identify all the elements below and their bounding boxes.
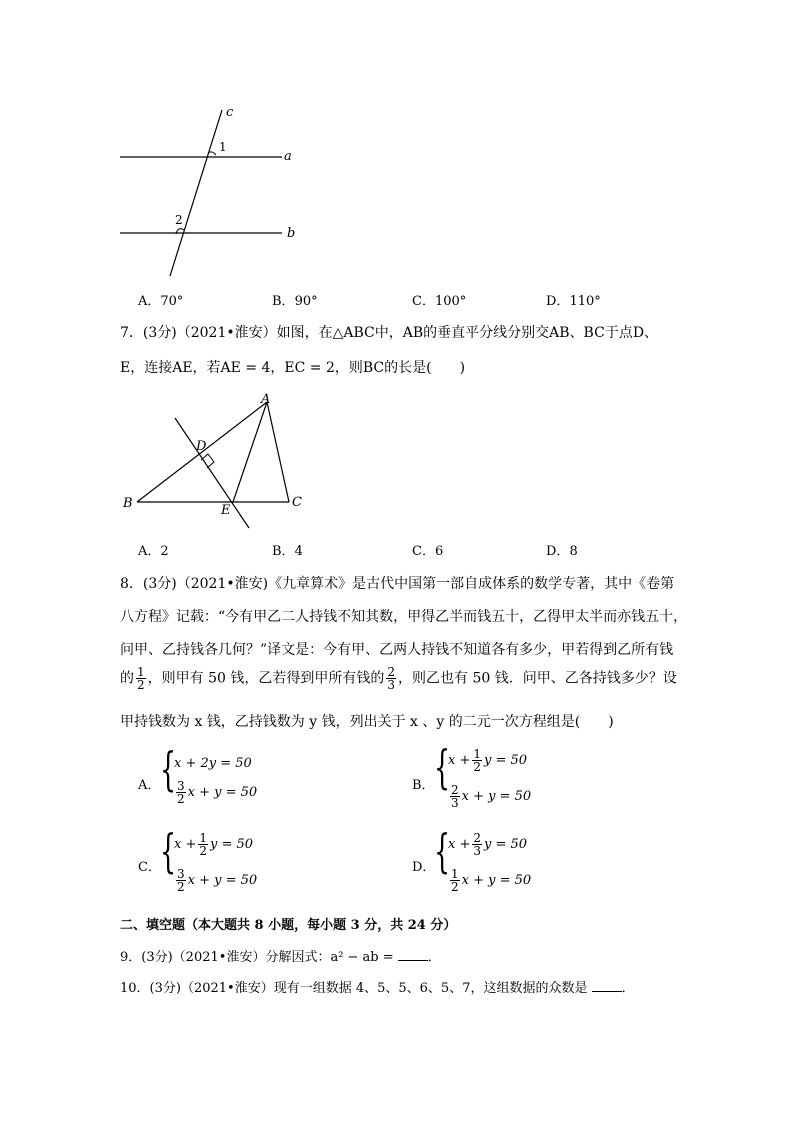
q8-option-c-letter[interactable]: C． — [138, 860, 161, 875]
brace-icon: { — [160, 824, 177, 878]
label-a: a — [284, 149, 292, 164]
q8-text-line4: 的 $\frac{1}{2}$ ，则甲有 50 钱，乙若得到甲所有钱的 $\frac{2}{3}$ ，则乙也有 50 钱．问甲、乙各持钱多少？设 — [120, 665, 677, 692]
brace-icon: { — [160, 742, 177, 796]
label-C: C — [292, 495, 302, 510]
brace-icon: { — [434, 824, 451, 878]
brace-icon: { — [434, 740, 451, 794]
q8-option-d-system[interactable]: { x + $\frac{2}{3}$ y = 50 $\frac{1}{2}$ x + y = 50 — [434, 824, 532, 894]
q8-option-a-letter[interactable]: A． — [138, 778, 161, 793]
q7-text-line1: 7．(3分)（2021•淮安）如图，在△ABC中，AB的垂直平分线分别交AB、BC于点D、 — [120, 325, 659, 341]
q8-text-line3: 问甲、乙持钱各几何？”译文是：今有甲、乙两人持钱不知道各有多少，甲若得到乙所有钱 — [120, 642, 674, 658]
label-c: c — [226, 105, 234, 120]
label-A: A — [261, 392, 271, 407]
q9-answer-blank[interactable] — [398, 950, 428, 961]
q8-option-b-system[interactable]: { x + $\frac{1}{2}$ y = 50 $\frac{2}{3}$ x + y = 50 — [434, 740, 532, 810]
q7-text-line2: E，连接AE，若AE = 4，EC = 2，则BC的长是( ) — [120, 360, 466, 376]
q8-option-c-system[interactable]: { x + $\frac{1}{2}$ y = 50 $\frac{3}{2}$ x + y = 50 — [160, 824, 258, 894]
q6-option-c[interactable]: C．100° — [412, 294, 467, 309]
q6-option-d[interactable]: D．110° — [546, 294, 601, 309]
label-b: b — [287, 226, 296, 241]
q10-text: 10．(3分)（2021•淮安）现有一组数据 4、5、5、6、5、7，这组数据的众数是 ． — [120, 981, 635, 996]
q7-option-a[interactable]: A．2 — [138, 544, 169, 559]
q6-option-b[interactable]: B．90° — [272, 294, 318, 309]
side-ac — [267, 402, 289, 502]
segment-ae — [233, 402, 267, 502]
q9-text: 9．(3分)（2021•淮安）分解因式：a² − ab = ． — [120, 950, 441, 965]
label-angle-1: 1 — [219, 140, 227, 154]
fraction-two-thirds: $\frac{2}{3}$ — [387, 665, 395, 692]
label-angle-2: 2 — [175, 213, 183, 227]
perpendicular-bisector — [175, 418, 249, 528]
angle-1-arc — [208, 152, 216, 155]
line-c — [170, 110, 222, 276]
q8-text-line2: 八方程》记载：“今有甲乙二人持钱不知其数，甲得乙半而钱五十，乙得甲太半而亦钱五十， — [120, 609, 688, 625]
label-B: B — [123, 496, 133, 511]
q8-text-line1: 8．(3分)（2021•淮安)《九章算术》是古代中国第一部自成体系的数学专著，其中《卷第 — [120, 576, 675, 592]
q7-option-b[interactable]: B．4 — [272, 544, 303, 559]
q8-text-line5: 甲持钱数为 x 钱，乙持钱数为 y 钱，列出关于 x 、y 的二元一次方程组是( ) — [120, 714, 614, 730]
figure-parallel-lines — [110, 100, 310, 280]
q10-answer-blank[interactable] — [592, 981, 622, 992]
label-E: E — [221, 503, 231, 518]
figure-triangle — [115, 390, 315, 535]
q7-option-d[interactable]: D．8 — [546, 544, 578, 559]
label-D: D — [196, 439, 207, 454]
q7-option-c[interactable]: C．6 — [412, 544, 444, 559]
q8-option-b-letter[interactable]: B． — [412, 778, 435, 793]
q6-option-a[interactable]: A．70° — [138, 294, 184, 309]
fraction-one-half: $\frac{1}{2}$ — [137, 665, 145, 692]
q8-option-a-system[interactable]: { x + 2y = 50 $\frac{3}{2}$ x + y = 50 — [160, 742, 258, 806]
section-2-title: 二、填空题（本大题共 8 小题，每小题 3 分，共 24 分） — [120, 918, 457, 933]
q8-option-d-letter[interactable]: D． — [412, 860, 436, 875]
